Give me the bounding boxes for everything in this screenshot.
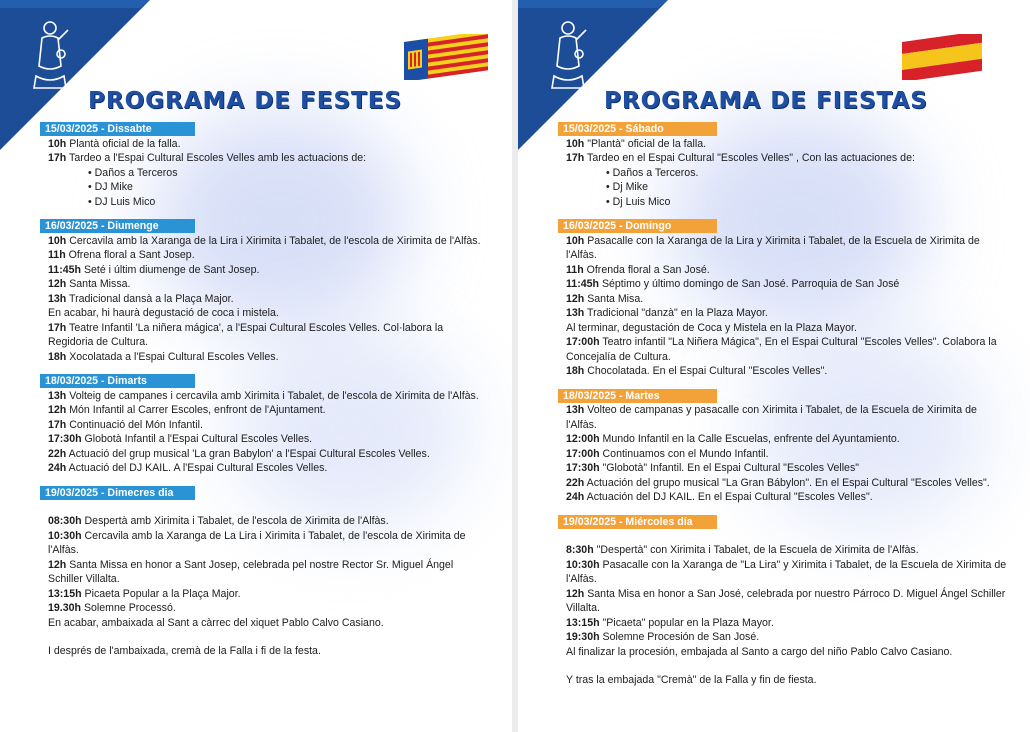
- event-item: [48, 601, 490, 616]
- event-time: 11:45h: [566, 278, 599, 290]
- event-text: Mundo Infantil en la Calle Escuelas, enfrente del Ayuntamiento.: [602, 433, 900, 445]
- event-text: En acabar, hi haurà degustació de coca i mistela.: [48, 307, 279, 319]
- date-badge: 18/03/2025 - Martes: [558, 389, 717, 403]
- event-text: Volteo de campanas y pasacalle con Xirimita i Tabalet, de la Escuela de Xirimita de l'Alfàs.: [566, 404, 977, 431]
- event-text: Actuación del grupo musical "La Gran Bábylon". En el Espai Cultural "Escoles Velles".: [586, 476, 990, 489]
- performer-item: • Daños a Terceros: [88, 166, 490, 181]
- event-item: [48, 350, 490, 365]
- event-time: 10h: [48, 234, 67, 247]
- spanish-flag-icon: [902, 34, 986, 80]
- event-time: 17h: [48, 152, 67, 164]
- event-text: Ofrenda floral a San José.: [586, 263, 710, 276]
- event-item: [566, 587, 1008, 616]
- saint-joseph-icon: [28, 18, 72, 92]
- event-item: [566, 476, 1008, 491]
- event-time: 24h: [566, 491, 585, 503]
- event-item: [566, 461, 1008, 476]
- event-time: 12h: [48, 558, 67, 571]
- program-list: [558, 122, 1008, 698]
- event-item: [48, 514, 490, 529]
- event-time: 13h: [566, 307, 585, 319]
- event-item: [48, 529, 490, 558]
- event-text: I després de l'ambaixada, cremà de la Falla i fi de la festa.: [48, 645, 321, 657]
- event-time: 10:30h: [566, 558, 600, 571]
- event-item: [566, 403, 1008, 432]
- event-text: Séptimo y último domingo de San José. Parroquia de San José: [601, 278, 900, 290]
- event-time: 17:30h: [48, 433, 82, 445]
- event-time: 17:30h: [566, 462, 600, 474]
- event-text: "Plantà" oficial de la falla.: [587, 137, 707, 150]
- event-text: Globotà Infantil a l'Espai Cultural Escoles Velles.: [84, 433, 313, 445]
- event-item: [48, 248, 490, 263]
- event-text: En acabar, ambaixada al Sant a càrrec del xiquet Pablo Calvo Casiano.: [48, 616, 384, 629]
- event-item: [566, 630, 1008, 645]
- event-time: 12h: [48, 278, 67, 290]
- page-title: PROGRAMA DE FIESTAS: [604, 88, 928, 114]
- date-badge: 15/03/2025 - Sábado: [558, 122, 717, 136]
- event-text: Teatro infantil "La Niñera Mágica", En el Espai Cultural "Escoles Velles". Colabora la Concejalía de Cultura.: [566, 336, 997, 363]
- event-text: Tardeo en el Espai Cultural "Escoles Velles" , Con las actuaciones de:: [587, 152, 915, 164]
- event-text: Santa Misa en honor a San José, celebrada por nuestro Párroco D. Miguel Ángel Schiller Villalta.: [566, 587, 1006, 614]
- day-section: [558, 389, 1008, 505]
- event-time: 19.30h: [48, 602, 81, 614]
- event-text: Solemne Procesión de San José.: [602, 631, 760, 643]
- performer-item: • DJ Luis Mico: [88, 195, 490, 210]
- date-badge: 15/03/2025 - Dissabte: [40, 122, 195, 136]
- event-time: 22h: [566, 476, 585, 489]
- event-text: Teatre Infantil 'La niñera mágica', a l'Espai Cultural Escoles Velles. Col·labora la Regidoria de Cultura.: [48, 321, 444, 348]
- event-time: 22h: [48, 447, 67, 460]
- program-list: [40, 122, 490, 669]
- date-badge: 18/03/2025 - Dimarts: [40, 374, 195, 388]
- spacer: [40, 630, 490, 644]
- day-section: [558, 515, 1008, 688]
- event-text: Volteig de campanes i cercavila amb Xirimita i Tabalet, de l'escola de Xirimita de l'Alfàs.: [69, 389, 479, 402]
- event-text: Plantà oficial de la falla.: [69, 137, 181, 150]
- event-item: [566, 137, 1008, 152]
- performer-item: • Daños a Terceros.: [606, 166, 1008, 181]
- event-item: [48, 321, 490, 350]
- performer-item: • Dj Mike: [606, 180, 1008, 195]
- event-item: [48, 616, 490, 631]
- event-item: [48, 137, 490, 152]
- spacer: [558, 659, 1008, 673]
- event-item: [566, 234, 1008, 263]
- event-item: [48, 587, 490, 602]
- event-text: Cercavila amb la Xaranga de La Lira i Xirimita i Tabalet, de l'escola de Xirimita de l'Alfàs.: [48, 529, 466, 556]
- event-text: Solemne Processó.: [83, 602, 176, 614]
- event-text: Actuació del grup musical 'La gran Babylon' a l'Espai Cultural Escoles Velles.: [68, 447, 430, 460]
- performer-item: • Dj Luis Mico: [606, 195, 1008, 210]
- event-text: "Globotà" Infantil. En el Espai Cultural "Escoles Velles": [602, 462, 860, 474]
- event-text: Santa Missa en honor a Sant Josep, celebrada pel nostre Rector Sr. Miguel Ángel Schiller Villalta.: [48, 558, 454, 585]
- event-time: 17:00h: [566, 336, 600, 348]
- event-text: Continuamos con el Mundo Infantil.: [602, 447, 769, 460]
- event-text: Al finalizar la procesión, embajada al Santo a cargo del niño Pablo Calvo Casiano.: [566, 645, 953, 658]
- event-text: Chocolatada. En el Espai Cultural "Escoles Velles".: [587, 365, 828, 377]
- date-badge: 16/03/2025 - Diumenge: [40, 219, 195, 233]
- event-item: [566, 151, 1008, 166]
- event-text: Pasacalle con la Xaranga de "La Lira" y Xirimita i Tabalet, de la Escuela de Xirimita de l'Alfàs.: [566, 558, 1007, 585]
- event-time: 13h: [48, 292, 67, 305]
- event-text: "Despertà" con Xirimita i Tabalet, de la Escuela de Xirimita de l'Alfàs.: [596, 544, 919, 556]
- event-time: 11h: [566, 263, 584, 276]
- event-text: Y tras la embajada "Cremà" de la Falla y fin de fiesta.: [566, 674, 817, 686]
- event-item: [48, 234, 490, 249]
- day-section: [40, 486, 490, 659]
- page-title: PROGRAMA DE FESTES: [88, 88, 402, 114]
- event-item: [566, 558, 1008, 587]
- event-text: Tradicional "danzà" en la Plaza Mayor.: [587, 307, 768, 319]
- event-time: 17h: [48, 418, 67, 431]
- event-time: 19:30h: [566, 631, 600, 643]
- event-time: 24h: [48, 462, 67, 474]
- event-item: [48, 389, 490, 404]
- event-item: [566, 432, 1008, 447]
- event-time: 12h: [48, 404, 67, 416]
- event-item: [48, 558, 490, 587]
- event-item: [566, 335, 1008, 364]
- date-badge: 16/03/2025 - Domingo: [558, 219, 717, 233]
- performer-item: • DJ Mike: [88, 180, 490, 195]
- event-item: [48, 263, 490, 278]
- event-item: [48, 447, 490, 462]
- event-time: 11:45h: [48, 263, 81, 276]
- event-text: Picaeta Popular a la Plaça Major.: [84, 587, 241, 600]
- event-time: 12h: [566, 292, 585, 305]
- event-text: Continuació del Món Infantil.: [69, 418, 203, 431]
- event-item: [566, 364, 1008, 379]
- date-badge: 19/03/2025 - Miércoles día de San José: [558, 515, 717, 529]
- event-text: Món Infantil al Carrer Escoles, enfront de l'Ajuntament.: [69, 404, 326, 416]
- event-text: Actuación del DJ KAIL. En el Espai Cultural "Escoles Velles".: [586, 491, 873, 503]
- event-text: Actuació del DJ KAIL. A l'Espai Cultural Escoles Velles.: [68, 462, 328, 474]
- event-time: 18h: [566, 365, 585, 377]
- event-item: [566, 306, 1008, 321]
- event-time: 13:15h: [48, 587, 82, 600]
- event-text: "Picaeta" popular en la Plaza Mayor.: [602, 616, 774, 629]
- event-time: 17h: [48, 321, 67, 334]
- event-item: [566, 490, 1008, 505]
- event-time: 13:15h: [566, 616, 600, 629]
- event-item: [48, 461, 490, 476]
- page-spanish: [518, 0, 1030, 732]
- event-time: 13h: [566, 404, 585, 416]
- event-time: 12h: [566, 587, 585, 600]
- event-item: [566, 645, 1008, 660]
- event-item: [48, 403, 490, 418]
- date-badge: 19/03/2025 - Dimecres dia de Sant Josep: [40, 486, 195, 500]
- event-item: [566, 277, 1008, 292]
- event-item: [48, 432, 490, 447]
- event-item: [48, 292, 490, 307]
- event-item: [566, 543, 1008, 558]
- event-text: Cercavila amb la Xaranga de la Lira i Xirimita i Tabalet, de l'escola de Xirimita de l'Alfàs.: [69, 234, 481, 247]
- day-section: [558, 122, 1008, 209]
- day-section: [40, 374, 490, 476]
- day-section: [40, 122, 490, 209]
- event-item: [566, 292, 1008, 307]
- day-section: [40, 219, 490, 364]
- event-text: Xocolatada a l'Espai Cultural Escoles Velles.: [69, 350, 279, 363]
- event-time: 10h: [566, 137, 585, 150]
- event-time: 18h: [48, 350, 67, 363]
- event-text: Tardeo a l'Espai Cultural Escoles Velles amb les actuacions de:: [69, 152, 367, 164]
- page-valencian: [0, 0, 512, 732]
- event-time: 10h: [48, 137, 67, 150]
- event-item: [48, 306, 490, 321]
- event-time: 17:00h: [566, 447, 600, 460]
- event-text: Pasacalle con la Xaranga de la Lira y Xirimita i Tabalet, de la Escuela de Xirimita de l'Alfàs.: [566, 234, 980, 261]
- event-text: Tradicional dansà a la Plaça Major.: [69, 292, 234, 305]
- event-text: Santa Missa.: [69, 278, 131, 290]
- valencian-flag-icon: [404, 34, 488, 80]
- event-time: 17h: [566, 152, 585, 164]
- event-item: [566, 673, 1008, 688]
- event-time: 11h: [48, 249, 66, 261]
- event-time: 10:30h: [48, 529, 82, 542]
- day-section: [558, 219, 1008, 379]
- event-item: [48, 277, 490, 292]
- event-item: [48, 644, 490, 659]
- event-text: Al terminar, degustación de Coca y Mistela en la Plaza Mayor.: [566, 321, 857, 334]
- event-item: [566, 447, 1008, 462]
- event-time: 08:30h: [48, 515, 82, 527]
- event-item: [48, 418, 490, 433]
- saint-joseph-icon: [546, 18, 590, 92]
- event-text: Despertà amb Xirimita i Tabalet, de l'escola de Xirimita de l'Alfàs.: [84, 515, 389, 527]
- event-text: Seté i últim diumenge de Sant Josep.: [83, 263, 260, 276]
- event-time: 10h: [566, 234, 585, 247]
- event-time: 12:00h: [566, 433, 600, 445]
- event-text: Ofrena floral a Sant Josep.: [68, 249, 195, 261]
- event-item: [566, 321, 1008, 336]
- event-item: [566, 616, 1008, 631]
- event-text: Santa Misa.: [587, 292, 644, 305]
- event-time: 13h: [48, 389, 67, 402]
- event-item: [48, 151, 490, 166]
- event-time: 8:30h: [566, 544, 594, 556]
- event-item: [566, 263, 1008, 278]
